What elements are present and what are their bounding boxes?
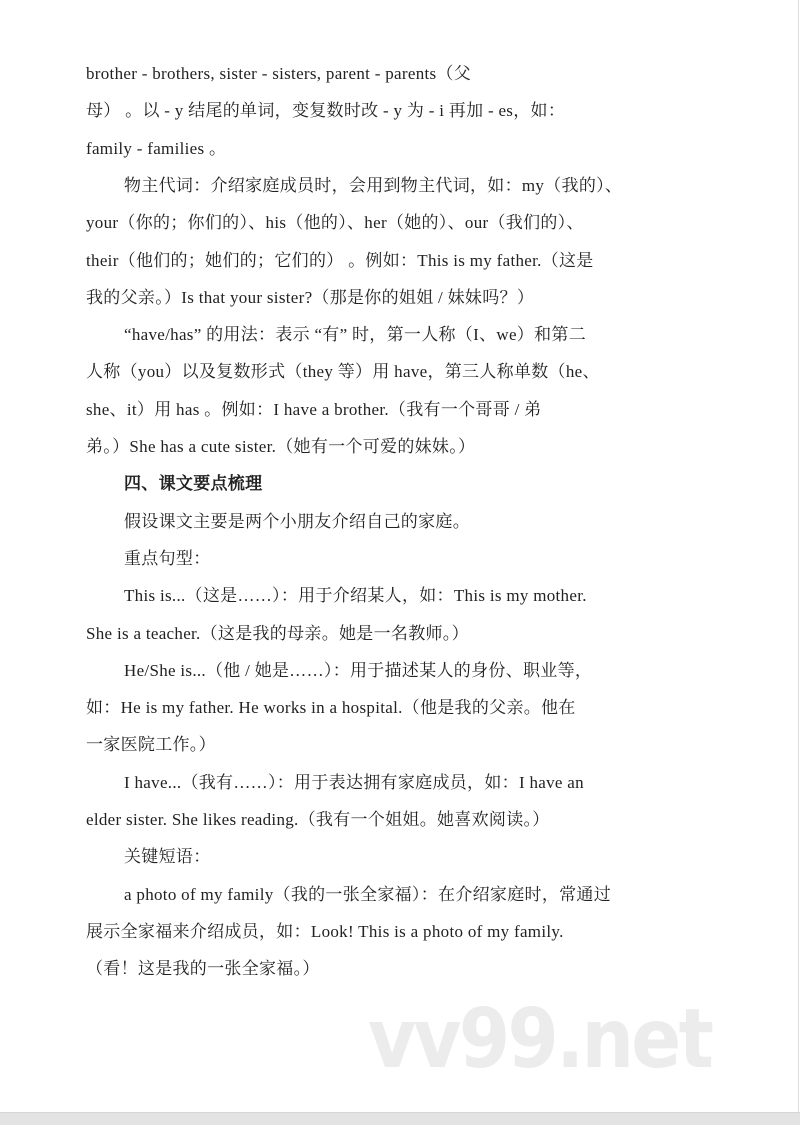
text-line: 关键短语： (124, 847, 211, 867)
text-line: family - families 。 (86, 138, 227, 158)
text-line: your（你的；你们的）、his（他的）、her（她的）、our（我们的）、 (86, 213, 584, 233)
section-heading: 四、课文要点梳理 (124, 474, 263, 494)
text-line: 母） 。以 - y 结尾的单词，变复数时改 - y 为 - i 再加 - es，如： (86, 101, 566, 121)
text-line: She is a teacher.（这是我的母亲。她是一名教师。） (86, 623, 469, 643)
text-line: 一家医院工作。） (86, 735, 216, 755)
next-page (0, 1125, 800, 1137)
text-line: 展示全家福来介绍成员，如：Look! This is a photo of my family. (86, 921, 564, 941)
watermark: vv99.net (368, 992, 712, 1087)
text-line: brother - brothers, sister - sisters, parent - parents（父 (86, 64, 472, 83)
text-line: He/She is...（他 / 她是……）：用于描述某人的身份、职业等， (124, 660, 593, 680)
text-line: elder sister. She likes reading.（我有一个姐姐。她喜欢阅读。） (86, 810, 550, 829)
text-line: 假设课文主要是两个小朋友介绍自己的家庭。 (124, 511, 470, 531)
text-line: she、it）用 has 。例如：I have a brother.（我有一个哥哥 / 弟 (86, 399, 542, 419)
text-line: “have/has” 的用法：表示 “有” 时，第一人称（I、we）和第二 (124, 325, 586, 345)
text-line: I have...（我有……）：用于表达拥有家庭成员，如：I have an (124, 772, 584, 792)
text-line: their（他们的；她们的；它们的） 。例如：This is my father.（这是 (86, 250, 594, 270)
text-line: 我的父亲。）Is that your sister?（那是你的姐姐 / 妹妹吗？） (86, 287, 535, 307)
text-line: （看！这是我的一张全家福。） (86, 959, 320, 979)
text-line: 弟。）She has a cute sister.（她有一个可爱的妹妹。） (86, 437, 476, 456)
text-line: 重点句型： (124, 548, 211, 568)
text-line: 物主代词：介绍家庭成员时，会用到物主代词，如：my（我的）、 (124, 175, 623, 195)
text-line: 人称（you）以及复数形式（they 等）用 have，第三人称单数（he、 (86, 362, 600, 382)
text-line: 如：He is my father. He works in a hospital.（他是我的父亲。他在 (86, 698, 576, 718)
text-line: a photo of my family（我的一张全家福）：在介绍家庭时，常通过 (124, 884, 612, 904)
text-line: This is...（这是……）：用于介绍某人，如：This is my mother. (124, 586, 587, 606)
page-separator (0, 1112, 800, 1126)
